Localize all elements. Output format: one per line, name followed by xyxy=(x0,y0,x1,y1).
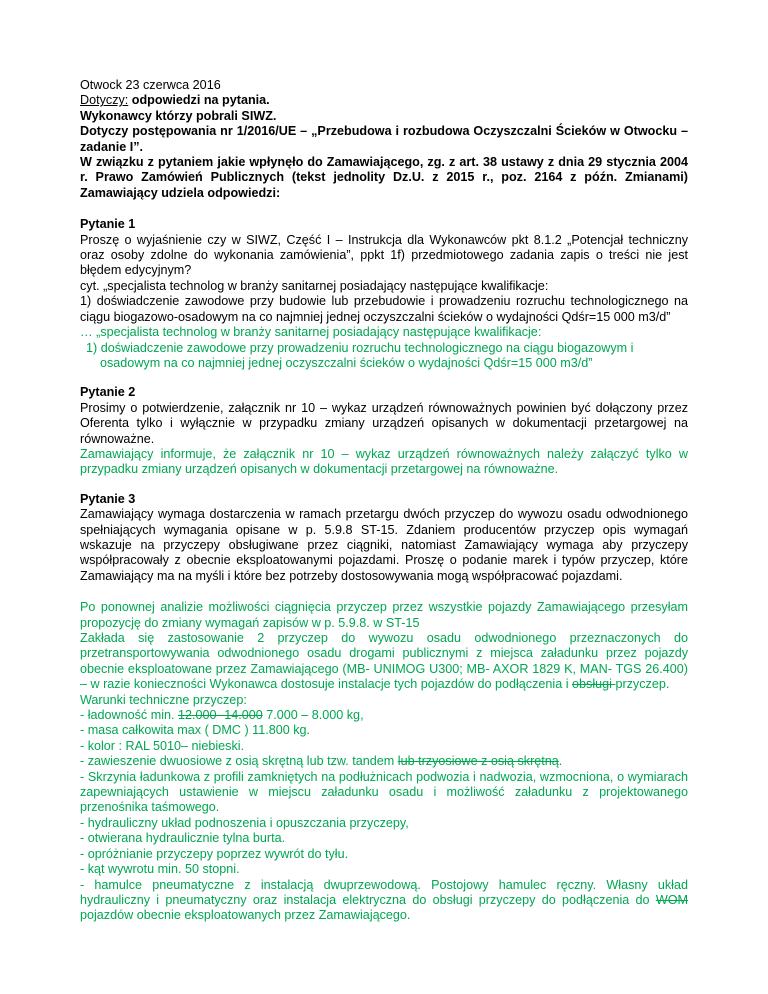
condition-capacity: - ładowność min. 12.000 -14.000 7.000 – 8.000 kg, xyxy=(80,708,364,723)
date-line: Otwock 23 czerwca 2016 xyxy=(80,78,221,92)
condition-tip-angle: - kąt wywrotu min. 50 stopni. xyxy=(80,862,240,877)
question-2-title: Pytanie 2 xyxy=(80,385,136,400)
answer-3-paragraph-1: Po ponownej analizie możliwości ciągnięcia przyczep przez wszystkie pojazdy Zamawiającego przesyłam propozycję do zmiany wymagań zapisów w p. 5.9.8. w ST-15 xyxy=(80,600,688,630)
answer-1-intro: … „specjalista technolog w branży sanitarnej posiadający następujące kwalifikacje: xyxy=(80,325,542,340)
struck-text: lub trzyosiowe z osią skrętną xyxy=(397,754,559,769)
intro-paragraph: W związku z pytaniem jakie wpłynęło do Zamawiającego, zg. z art. 38 ustawy z dnia 29 stycznia 2004 r. Prawo Zamówień Publicznych (tekst jednolity Dz.U. z 2015 r., poz. 2164 z późn. Zmianami) Zamawiający udziela odpowiedzi: xyxy=(80,155,688,200)
struck-text: obsługi xyxy=(572,677,616,692)
subject-label: Dotyczy: xyxy=(80,93,129,108)
question-1-text: Proszę o wyjaśnienie czy w SIWZ, Część I – Instrukcja dla Wykonawców pkt 8.1.2 „Potencjał techniczny oraz osoby zdolne do wykonania zamówienia”, ppkt 1f) przedmiotowego zadania zapis o treści nie jest błędem edycyjnym? xyxy=(80,232,688,278)
question-3-text: Zamawiający wymaga dostarczenia w ramach przetargu dwóch przyczep do wywozu osadu odwodnionego spełniających wymagania opisane w p. 5.9.8 ST-15. Zdaniem producentów przyczep opis wymagań wskazuje na przyczepy obsługiwane przez ciągniki, natomiast Zamawiający wymaga aby przyczepy współpracowały z obecnie eksploatowanymi pojazdami. Proszę o podanie marek i typów przyczep, które Zamawiający ma na myśli i które bez potrzeby dostosowywania mogą współpracować pojazdami. xyxy=(80,507,688,583)
condition-hydraulic-lift: - hydrauliczny układ podnoszenia i opuszczania przyczepy, xyxy=(80,815,409,830)
condition-mass: - masa całkowita max ( DMC ) 11.800 kg. xyxy=(80,723,311,738)
answer-3-paragraph-2: Zakłada się zastosowanie 2 przyczep do wywozu osadu odwodnionego przeznaczonych do przetransportowywania odwodnionego osadu drogami publicznymi z miejsca załadunku przez pojazdy obecnie eksploatowane przez Zamawiającego (MB- UNIMOG U300; MB- AXOR 1829 K, MAN- TGS 26.400) – w razie konieczności Wykonawca dostosuje instalacje tych pojazdów do podłączenia i obsługi przyczep. xyxy=(80,631,688,692)
conditions-title: Warunki techniczne przyczep: xyxy=(80,692,247,707)
struck-text: 12.000 -14.000 xyxy=(178,708,263,723)
proceeding-title: Dotyczy postępowania nr 1/2016/UE – „Przebudowa i rozbudowa Oczyszczalni Ścieków w Otwocku – zadanie I”. xyxy=(80,124,688,154)
condition-color: - kolor : RAL 5010– niebieski. xyxy=(80,738,245,753)
condition-suspension: - zawieszenie dwuosiowe z osią skrętną lub tzw. tandem lub trzyosiowe z osią skrętną. xyxy=(80,754,563,769)
document-page xyxy=(80,78,688,924)
question-3-title: Pytanie 3 xyxy=(80,491,136,506)
question-1-citation-item: 1) doświadczenie zawodowe przy budowie lub przebudowie i prowadzeniu rozruchu technologicznego na ciągu biogazowo-osadowym na co najmniej jednej oczyszczalni ścieków o wydajności Qdśr=15 000 m3/d” xyxy=(80,294,688,324)
subject-text: odpowiedzi na pytania. xyxy=(128,93,270,108)
addressee: Wykonawcy którzy pobrali SIWZ. xyxy=(80,108,277,123)
question-1-citation: cyt. „specjalista technolog w branży sanitarnej posiadający następujące kwalifikacje: xyxy=(80,278,549,293)
answer-2-text: Zamawiający informuje, że załącznik nr 10 – wykaz urządzeń równoważnych należy załączyć tylko w przypadku zmiany urządzeń opisanych w dokumentacji przetargowej na równoważne. xyxy=(80,446,688,477)
condition-tipping: - opróżnianie przyczepy poprzez wywrót do tyłu. xyxy=(80,846,349,861)
condition-tailgate: - otwierana hydraulicznie tylna burta. xyxy=(80,831,286,846)
question-2-text: Prosimy o potwierdzenie, załącznik nr 10 – wykaz urządzeń równoważnych powinien być dołączony przez Oferenta tylko i wyłącznie w przypadku zmiany urządzeń opisanych w dokumentacji przetargowej na równoważne. xyxy=(80,400,688,446)
struck-text: WOM xyxy=(655,892,688,907)
question-1-title: Pytanie 1 xyxy=(80,217,136,232)
condition-cargo-box: - Skrzynia ładunkowa z profili zamkniętych na podłużnicach podwozia i nadwozia, wzmocniona, o wymiarach zapewniających ustawienie w miejscu załadunku osadu i możliwość załadunku z projektowanego przenośnika taśmowego. xyxy=(80,769,688,815)
condition-brakes: - hamulce pneumatyczne z instalacją dwuprzewodową. Postojowy hamulec ręczny. Własny układ hydrauliczny i pneumatyczny oraz instalacja elektryczna do obsługi przyczepy do podłączenia do WOM pojazdów obecnie eksploatowanych przez Zamawiającego. xyxy=(80,877,688,923)
answer-1-item: 1) doświadczenie zawodowe przy prowadzeniu rozruchu technologicznego na ciągu biogazowym i osadowym na co najmniej jednej oczyszczalni ścieków o wydajności Qdśr=15 000 m3/d” xyxy=(86,340,634,370)
subject-line xyxy=(80,93,688,108)
